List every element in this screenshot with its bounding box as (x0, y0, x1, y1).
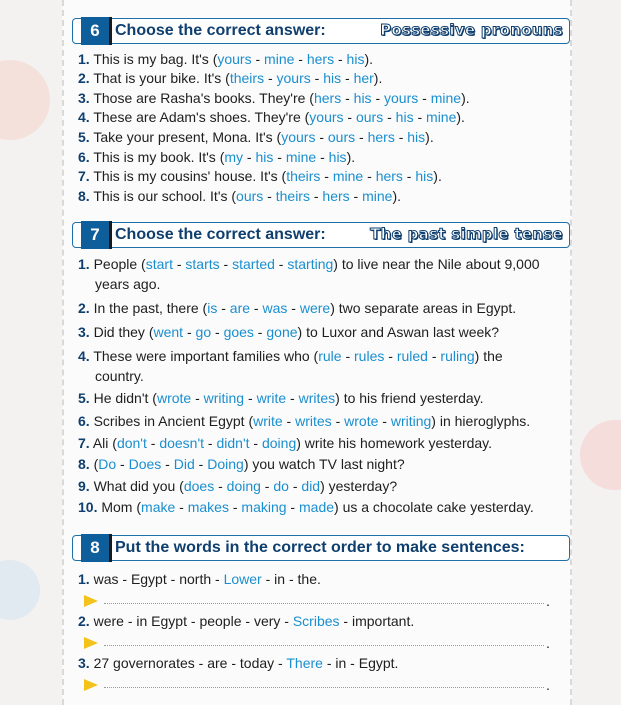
question-text: ). (346, 149, 356, 165)
answer-option: hers (322, 188, 350, 204)
answer-option: his (395, 109, 414, 125)
option-separator: - (287, 300, 300, 316)
section-tag: Possessive pronouns (380, 21, 563, 39)
section-6 (72, 18, 570, 44)
option-separator: - (251, 51, 265, 67)
answer-option: yours (217, 51, 252, 67)
question-number: 9. (78, 478, 90, 494)
word-separator: - (241, 613, 254, 629)
item-number: 1. (78, 571, 90, 587)
question-number: 3. (78, 90, 90, 106)
question-line (78, 187, 401, 206)
question-number: 5. (78, 129, 90, 145)
word-order-item (78, 612, 414, 631)
question-text: ) to Luxor and Aswan last week? (297, 324, 500, 340)
answer-option: mine (332, 168, 364, 184)
question-line (78, 477, 397, 496)
word-separator: - (339, 613, 352, 629)
answer-option: his (328, 149, 347, 165)
answer-arrow-icon (84, 679, 98, 691)
option-separator: - (286, 390, 299, 406)
question-line (78, 69, 382, 88)
scrambled-word: north (179, 571, 212, 587)
answer-option: yours (281, 129, 316, 145)
question-text: ). (456, 109, 465, 125)
question-number: 7. (78, 168, 90, 184)
answer-option: mine (362, 188, 393, 204)
question-text: ) two separate areas in Egypt. (330, 300, 517, 316)
section-header (72, 222, 570, 248)
question-text: People ( (93, 256, 146, 272)
scrambled-word: today (239, 655, 275, 671)
word-separator: - (227, 655, 240, 671)
answer-option: writing (390, 413, 432, 429)
answer-option: ruling (440, 348, 475, 364)
answer-option: starting (287, 256, 334, 272)
answer-option: ours (355, 109, 384, 125)
option-separator: - (418, 90, 431, 106)
answer-option: started (232, 256, 275, 272)
answer-option: ruled (396, 348, 428, 364)
answer-option: mine (426, 109, 457, 125)
question-text: ) in hieroglyphs. (431, 413, 531, 429)
answer-option: hers (367, 129, 395, 145)
scrambled-word: There (286, 655, 323, 671)
question-continuation: country. (95, 368, 144, 384)
background-blob (0, 560, 40, 620)
answer-option: doesn't (159, 435, 205, 451)
answer-option: gone (266, 324, 298, 340)
option-separator: - (243, 149, 256, 165)
option-separator: - (260, 478, 274, 494)
question-line (78, 412, 530, 431)
question-text: ) yesterday? (320, 478, 398, 494)
question-line (78, 347, 503, 366)
question-text: This is my book. It's ( (93, 149, 225, 165)
option-separator: - (250, 300, 263, 316)
option-separator: - (310, 70, 324, 86)
section-header (72, 535, 570, 561)
scrambled-word: important. (351, 613, 415, 629)
answer-end-dot: . (546, 593, 550, 609)
scrambled-word: Egypt. (358, 655, 399, 671)
question-line (78, 50, 373, 69)
answer-option: Did (173, 456, 195, 472)
question-number: 1. (78, 256, 90, 272)
answer-option: Doing (207, 456, 244, 472)
question-number: 4. (78, 348, 90, 364)
background-blob (580, 420, 621, 490)
answer-option: ours (327, 129, 356, 145)
question-text: ). (392, 188, 402, 204)
word-separator: - (346, 655, 359, 671)
answer-end-dot: . (546, 635, 550, 651)
scrambled-word: Lower (223, 571, 262, 587)
question-number: 7. (78, 435, 90, 451)
question-text: Take your present, Mona. It's ( (93, 129, 282, 145)
answer-option: my (224, 149, 244, 165)
answer-line[interactable] (104, 687, 544, 688)
option-separator: - (363, 168, 376, 184)
section-title: Choose the correct answer: (115, 22, 326, 39)
scrambled-word: in Egypt (136, 613, 187, 629)
question-text: Scribes in Ancient Egypt ( (93, 413, 254, 429)
option-separator: - (294, 51, 307, 67)
question-line (78, 455, 405, 474)
word-separator: - (280, 613, 293, 629)
answer-option: theirs (229, 70, 265, 86)
scrambled-word: the. (297, 571, 321, 587)
answer-arrow-icon (84, 595, 98, 607)
answer-option: theirs (286, 168, 321, 184)
word-separator: - (166, 571, 180, 587)
question-text: ). (425, 129, 434, 145)
scrambled-word: in (274, 571, 286, 587)
word-separator: - (261, 571, 275, 587)
answer-option: hers (375, 168, 403, 184)
option-separator: - (244, 390, 257, 406)
option-separator: - (315, 129, 328, 145)
question-text: Those are Rasha's books. They're ( (93, 90, 314, 106)
question-text: ) to his friend yesterday. (335, 390, 484, 406)
question-number: 2. (78, 300, 90, 316)
option-separator: - (219, 256, 233, 272)
option-separator: - (384, 348, 397, 364)
item-number: 2. (78, 613, 90, 629)
word-separator: - (274, 655, 287, 671)
answer-option: Does (128, 456, 162, 472)
answer-option: his (415, 168, 434, 184)
scrambled-word: 27 governorates (93, 655, 195, 671)
answer-option: his (353, 90, 372, 106)
answer-option: went (153, 324, 184, 340)
option-separator: - (274, 256, 288, 272)
word-order-item (78, 654, 398, 673)
question-number: 2. (78, 70, 90, 86)
option-separator: - (331, 413, 345, 429)
answer-option: wrote (344, 413, 379, 429)
scrambled-word: people (199, 613, 242, 629)
section-number: 7 (81, 221, 109, 249)
answer-option: made (299, 499, 335, 515)
answer-option: was (262, 300, 288, 316)
question-number: 8. (78, 188, 90, 204)
scrambled-word: Scribes (292, 613, 340, 629)
section-header (72, 18, 570, 44)
answer-option: theirs (275, 188, 310, 204)
question-number: 4. (78, 109, 90, 125)
question-number: 5. (78, 390, 90, 406)
answer-option: his (346, 51, 365, 67)
option-separator: - (249, 435, 262, 451)
answer-option: yours (309, 109, 344, 125)
option-separator: - (175, 499, 188, 515)
answer-option: his (255, 149, 274, 165)
question-text: Ali ( (92, 435, 117, 451)
question-line (78, 167, 442, 186)
question-line (78, 434, 492, 453)
word-separator: - (186, 613, 200, 629)
option-separator: - (183, 324, 196, 340)
word-separator: - (211, 571, 224, 587)
option-separator: - (214, 478, 227, 494)
option-separator: - (217, 300, 230, 316)
option-separator: - (427, 348, 441, 364)
option-separator: - (228, 499, 242, 515)
answer-option: writes (298, 390, 336, 406)
question-text: This is our school. It's ( (93, 188, 237, 204)
question-text: ). (373, 70, 383, 86)
option-separator: - (341, 70, 354, 86)
question-line (78, 498, 534, 517)
section-7 (72, 222, 570, 248)
option-separator: - (146, 435, 160, 451)
option-separator: - (320, 168, 333, 184)
answer-option: yours (384, 90, 419, 106)
question-text: Did they ( (93, 324, 154, 340)
answer-option: do (273, 478, 289, 494)
question-line (78, 389, 484, 408)
option-separator: - (341, 90, 354, 106)
option-separator: - (161, 456, 174, 472)
option-separator: - (253, 324, 267, 340)
answer-option: mine (285, 149, 317, 165)
answer-option: hers (313, 90, 342, 106)
question-line (78, 108, 465, 127)
answer-option: make (141, 499, 176, 515)
option-separator: - (194, 456, 208, 472)
answer-option: is (207, 300, 218, 316)
answer-line[interactable] (104, 645, 544, 646)
question-text: ) write his homework yesterday. (296, 435, 493, 451)
background-blob (0, 60, 50, 140)
option-separator: - (286, 499, 299, 515)
section-number: 6 (81, 17, 109, 45)
word-order-item (78, 570, 321, 589)
section-number: 8 (81, 534, 109, 562)
question-line (78, 299, 516, 318)
question-text: He didn't ( (93, 390, 157, 406)
option-separator: - (316, 149, 329, 165)
question-text: This is my cousins' house. It's ( (93, 168, 287, 184)
word-separator: - (118, 571, 131, 587)
answer-option: go (195, 324, 212, 340)
scrambled-word: are (207, 655, 228, 671)
question-text: In the past, there ( (93, 300, 208, 316)
question-text: That is your bike. It's ( (93, 70, 230, 86)
question-text: ). (461, 90, 470, 106)
scrambled-word: very (253, 613, 281, 629)
question-text: ). (364, 51, 374, 67)
answer-option: doing (261, 435, 297, 451)
question-line (78, 148, 355, 167)
option-separator: - (371, 90, 385, 106)
question-line (78, 128, 434, 147)
answer-line[interactable] (104, 603, 544, 604)
answer-option: starts (185, 256, 220, 272)
answer-option: start (145, 256, 173, 272)
option-separator: - (334, 51, 347, 67)
section-title: Put the words in the correct order to make sentences: (115, 539, 525, 556)
scrambled-word: was (93, 571, 119, 587)
answer-option: mine (264, 51, 295, 67)
answer-option: write (256, 390, 287, 406)
option-separator: - (402, 168, 416, 184)
question-text: What did you ( (93, 478, 184, 494)
word-separator: - (322, 655, 336, 671)
answer-option: mine (430, 90, 462, 106)
option-separator: - (116, 456, 129, 472)
option-separator: - (394, 129, 408, 145)
section-title: Choose the correct answer: (115, 226, 326, 243)
option-separator: - (309, 188, 323, 204)
option-separator: - (288, 478, 302, 494)
answer-option: making (241, 499, 287, 515)
answer-option: writing (203, 390, 245, 406)
option-separator: - (341, 348, 355, 364)
question-number: 3. (78, 324, 90, 340)
question-line (78, 255, 540, 274)
question-text: ) us a chocolate cake yesterday. (334, 499, 534, 515)
option-separator: - (172, 256, 186, 272)
question-line (78, 323, 499, 342)
option-separator: - (343, 109, 356, 125)
item-number: 3. (78, 655, 90, 671)
section-tag: The past simple tense (370, 225, 563, 243)
question-text: These were important families who ( (93, 348, 319, 364)
word-separator: - (285, 571, 298, 587)
question-number: 6. (78, 149, 90, 165)
option-separator: - (383, 109, 396, 125)
question-number: 8. (78, 456, 90, 472)
answer-option: his (407, 129, 426, 145)
answer-option: ours (236, 188, 264, 204)
answer-option: write (253, 413, 283, 429)
option-separator: - (355, 129, 368, 145)
answer-option: his (323, 70, 342, 86)
answer-option: did (301, 478, 321, 494)
question-text: ) to live near the Nile about 9,000 (333, 256, 540, 272)
answer-option: are (229, 300, 251, 316)
option-separator: - (263, 188, 276, 204)
section-8 (72, 535, 570, 561)
option-separator: - (378, 413, 391, 429)
answer-option: her (353, 70, 374, 86)
answer-option: didn't (216, 435, 250, 451)
answer-option: writes (295, 413, 332, 429)
answer-option: wrote (156, 390, 192, 406)
option-separator: - (204, 435, 217, 451)
question-text: ( (93, 456, 99, 472)
option-separator: - (413, 109, 427, 125)
word-separator: - (123, 613, 137, 629)
option-separator: - (282, 413, 296, 429)
answer-option: Do (98, 456, 117, 472)
question-text: ) the (474, 348, 503, 364)
question-text: ) you watch TV last night? (243, 456, 405, 472)
answer-option: goes (223, 324, 254, 340)
answer-arrow-icon (84, 637, 98, 649)
option-separator: - (211, 324, 224, 340)
answer-option: rules (354, 348, 385, 364)
scrambled-word: Egypt (130, 571, 167, 587)
question-text: ). (433, 168, 442, 184)
option-separator: - (264, 70, 277, 86)
answer-option: don't (116, 435, 147, 451)
option-separator: - (273, 149, 286, 165)
word-separator: - (194, 655, 208, 671)
answer-option: does (183, 478, 215, 494)
option-separator: - (191, 390, 204, 406)
question-text: Mom ( (101, 499, 142, 515)
question-number: 6. (78, 413, 90, 429)
question-number: 1. (78, 51, 90, 67)
scrambled-word: in (335, 655, 347, 671)
answer-option: rule (318, 348, 342, 364)
answer-option: hers (306, 51, 335, 67)
answer-option: yours (276, 70, 311, 86)
question-line (78, 89, 470, 108)
answer-option: makes (187, 499, 229, 515)
question-continuation: years ago. (95, 276, 161, 292)
option-separator: - (349, 188, 363, 204)
answer-end-dot: . (546, 677, 550, 693)
question-text: These are Adam's shoes. They're ( (93, 109, 310, 125)
answer-option: were (299, 300, 331, 316)
answer-option: doing (226, 478, 261, 494)
question-text: This is my bag. It's ( (93, 51, 218, 67)
question-number: 10. (78, 499, 98, 515)
scrambled-word: were (93, 613, 124, 629)
